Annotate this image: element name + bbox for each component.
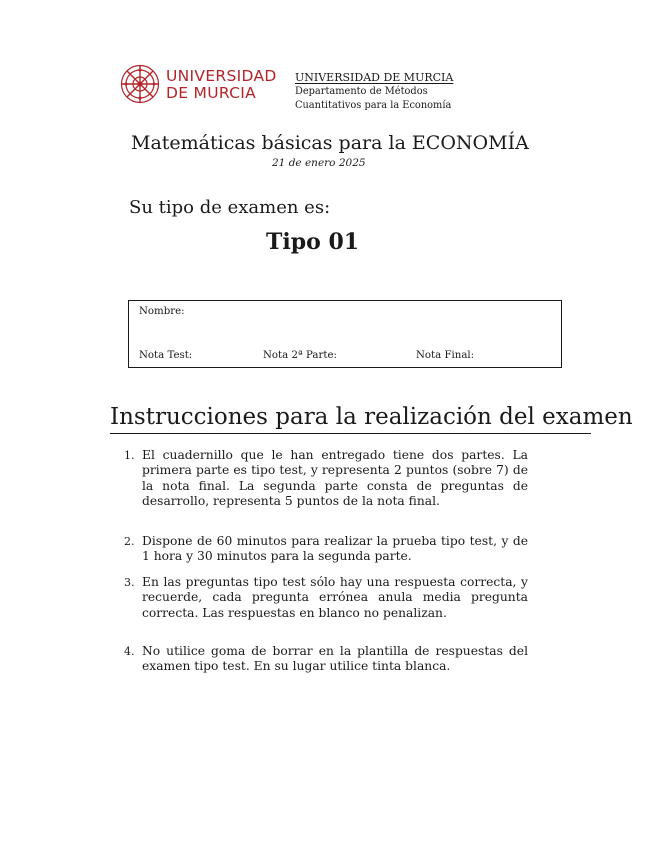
instruction-item: [124, 448, 528, 509]
university-seal-logo: [120, 64, 160, 104]
instruction-number: 3.: [124, 576, 135, 589]
test-grade-label: Nota Test:: [139, 350, 193, 361]
instruction-number: 2.: [124, 535, 135, 548]
exam-title: Matemáticas básicas para la ECONOMÍA: [131, 132, 529, 154]
name-label: Nombre:: [139, 306, 185, 317]
department-line-2: Cuantitativos para la Economía: [295, 100, 452, 111]
instructions-heading: Instrucciones para la realización del examen: [110, 403, 591, 434]
final-grade-label: Nota Final:: [416, 350, 475, 361]
exam-type-value: Tipo 01: [266, 229, 360, 255]
university-wordmark-logo: [166, 68, 277, 102]
instruction-text: En las preguntas tipo test sólo hay una respuesta correcta, y recuerde, cada pregunta errónea anula media pregunta correcta. Las respuestas en blanco no penalizan.: [142, 575, 528, 620]
part2-grade-label: Nota 2ª Parte:: [263, 350, 337, 361]
logo-line-1: UNIVERSIDAD: [166, 67, 277, 85]
exam-date: 21 de enero 2025: [272, 157, 366, 169]
instruction-number: 1.: [124, 449, 135, 462]
instruction-text: El cuadernillo que le han entregado tiene dos partes. La primera parte es tipo test, y representa 2 puntos (sobre 7) de la nota final. La segunda parte consta de preguntas de desarrollo, representa 5 puntos de la nota final.: [142, 448, 528, 508]
instruction-item: [124, 644, 528, 675]
instruction-text: Dispone de 60 minutos para realizar la prueba tipo test, y de 1 hora y 30 minutos para la segunda parte.: [142, 534, 528, 564]
instruction-text: No utilice goma de borrar en la plantilla de respuestas del examen tipo test. En su lugar utilice tinta blanca.: [142, 644, 528, 674]
instruction-item: [124, 534, 528, 565]
instruction-number: 4.: [124, 645, 135, 658]
instruction-item: [124, 575, 528, 621]
department-block: [295, 71, 453, 113]
department-line-1: Departamento de Métodos: [295, 86, 428, 97]
logo-line-2: DE MURCIA: [166, 84, 257, 102]
exam-type-label: Su tipo de examen es:: [129, 197, 331, 218]
university-name: UNIVERSIDAD DE MURCIA: [295, 71, 454, 84]
student-grade-box: [128, 300, 562, 368]
